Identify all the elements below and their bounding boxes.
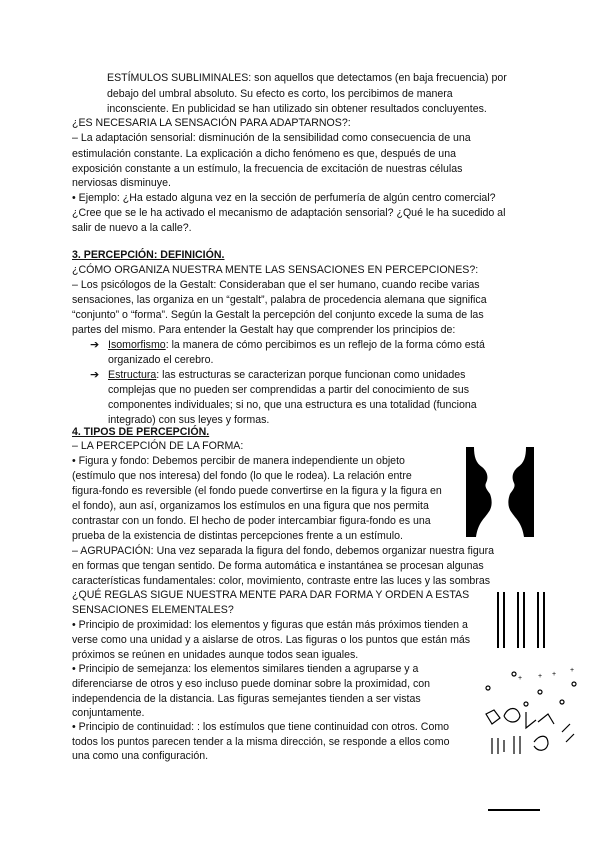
section-3-question: ¿CÓMO ORGANIZA NUESTRA MENTE LAS SENSACIONES EN PERCEPCIONES?: [72, 264, 479, 276]
similarity-continuity-figure [478, 662, 588, 772]
proximity-line-3: próximos se reúnen en unidades aunque todos sean iguales. [72, 649, 359, 661]
dot-mark [560, 700, 564, 704]
subliminal-line-3: inconsciente. En publicidad se han utilizado sin obtener resultados concluyentes. [107, 103, 487, 115]
adaptation-line-2: estimulación constante. La explicación a dicho fenómeno es que, después de una [72, 148, 456, 160]
line-mark [543, 592, 545, 648]
estructura-line-3: componentes individuales; si no, que una estructura es una totalidad (funciona [108, 399, 477, 411]
section-3-heading: 3. PERCEPCIÓN: DEFINICIÓN. [72, 249, 225, 261]
figure-ground-line-2: (estímulo que nos interesa) del fondo (lo que le rodea). La relación entre [72, 470, 412, 482]
line-mark [503, 592, 505, 648]
proximity-line-1: • Principio de proximidad: los elementos y figuras que están más próximos tienden a [72, 619, 468, 631]
dot-mark [572, 682, 576, 686]
bottom-rule [488, 809, 540, 811]
subliminal-line-1: ESTÍMULOS SUBLIMINALES: son aquellos que detectamos (en baja frecuencia) por [107, 72, 507, 84]
similarity-line-1: • Principio de semejanza: los elementos similares tienden a agruparse y a [72, 663, 419, 675]
estructura-line-1 [108, 368, 465, 383]
figure-ground-line-3: figura-fondo es reversible (el fondo puede convertirse en la figura y la figura en [72, 485, 442, 497]
plus-mark: + [552, 671, 557, 678]
section-4-heading: 4. TIPOS DE PERCEPCIÓN. [72, 426, 210, 438]
line-mark [523, 592, 525, 648]
similarity-line-4: conjuntamente. [72, 707, 145, 719]
figure-ground-line-1: • Figura y fondo: Debemos percibir de manera independiente un objeto [72, 455, 405, 467]
grouping-line-3: características fundamentales: color, movimiento, contraste entre las luces y las sombras [72, 575, 491, 587]
proximity-line-2: verse como una unidad y a aislarse de otros. Las figuras o los puntos que están más [72, 634, 471, 646]
continuity-line-1: • Principio de continuidad: : los estímulos que tiene continuidad con otros. Como [72, 721, 450, 733]
figure-ground-line-6: prueba de la existencia de distintas percepciones frente a un estímulo. [72, 530, 403, 542]
proximity-lines-figure [497, 592, 547, 648]
figure-ground-line-4: el fondo), aun así, organizamos los estímulos en una figura que nos permita [72, 500, 429, 512]
shape-mark [526, 712, 536, 728]
arrow-bullet-icon: ➔ [90, 369, 100, 381]
rules-question-1: ¿QUÉ REGLAS SIGUE NUESTRA MENTE PARA DAR FORMA Y ORDEN A ESTAS [72, 589, 470, 601]
similarity-line-2: diferenciarse de otros y eso incluso puede dominar sobre la proximidad, con [72, 678, 431, 690]
example-line-3: salir de nuevo a la calle?. [72, 222, 192, 234]
estructura-definition: : las estructuras se caracterizan porque funcionan como unidades [156, 369, 466, 381]
dot-mark [486, 686, 490, 690]
line-group-mark [492, 738, 504, 754]
shape-mark [486, 710, 500, 724]
continuity-line-2: todos los puntos parecen tender a la misma dirección, se responde a ellos como [72, 736, 450, 748]
subliminal-line-2: debajo del umbral absoluto. Su efecto es corto, los percibimos de manera [107, 88, 453, 100]
adaptation-line-3: exposición constante a un estímulo, la frecuencia de excitación de nuestras células [72, 163, 463, 175]
shape-mark [534, 736, 548, 750]
grouping-line-1: – AGRUPACIÓN: Una vez separada la figura del fondo, debemos organizar nuestra figura [72, 545, 495, 557]
rules-question-2: SENSACIONES ELEMENTALES? [72, 604, 234, 616]
plus-mark: + [570, 667, 575, 674]
arrow-bullet-icon: ➔ [90, 339, 100, 351]
shape-mark [562, 724, 574, 742]
estructura-line-2: complejas que no pueden ser comprendidas a partir del conocimiento de sus [108, 384, 469, 396]
shape-mark [504, 709, 520, 723]
form-subheading: – LA PERCEPCIÓN DE LA FORMA: [72, 440, 244, 452]
adaptation-line-4: nerviosas disminuye. [72, 177, 171, 189]
dot-mark [538, 690, 542, 694]
continuity-line-3: una como una configuración. [72, 750, 209, 762]
estructura-line-4: integrado) con sus leyes y formas. [108, 414, 270, 426]
adaptation-question: ¿ES NECESARIA LA SENSACIÓN PARA ADAPTARNOS?: [72, 117, 351, 129]
line-mark [517, 592, 519, 648]
dot-mark [512, 672, 516, 676]
figure-ground-line-5: contrastar con un fondo. El hecho de poder intercambiar figura-fondo es una [72, 515, 431, 527]
plus-mark: + [518, 675, 523, 682]
shape-mark [538, 714, 554, 724]
similarity-line-3: independencia de la distancia. Las figuras semejantes tienden a ser vistas [72, 693, 421, 705]
grouping-line-2: en formas que tengan sentido. De forma automática e instantánea se procesan algunas [72, 560, 484, 572]
line-mark [497, 592, 499, 648]
isomorfismo-line-2: organizado el cerebro. [108, 354, 214, 366]
gestalt-line-4: partes del mismo. Para entender la Gestalt hay que comprender los principios de: [72, 324, 456, 336]
isomorfismo-definition: : la manera de cómo percibimos es un reflejo de la forma cómo está [165, 339, 485, 351]
plus-mark: + [538, 673, 543, 680]
gestalt-line-2: sensaciones, las organiza en un “gestalt”, palabra de procedencia alemana que significa [72, 294, 487, 306]
rubin-vase-figure [466, 447, 534, 537]
isomorfismo-term: Isomorfismo [108, 339, 166, 351]
line-group-mark [514, 736, 520, 754]
dot-mark [524, 702, 528, 706]
adaptation-line-1: – La adaptación sensorial: disminución de la sensibilidad como consecuencia de una [72, 132, 471, 144]
line-mark [537, 592, 539, 648]
example-line-2: ¿Cree que se le ha activado el mecanismo de adaptación sensorial? ¿Qué le ha sucedido al [72, 207, 506, 219]
example-line-1: • Ejemplo: ¿Ha estado alguna vez en la sección de perfumería de algún centro comercial? [72, 192, 496, 204]
gestalt-line-3: “conjunto” o “forma”. Según la Gestalt la percepción del conjunto excede la suma de las [72, 309, 484, 321]
isomorfismo-line-1 [108, 338, 485, 353]
estructura-term: Estructura [108, 369, 157, 381]
gestalt-line-1: – Los psicólogos de la Gestalt: Consideraban que el ser humano, cuando recibe varias [72, 279, 480, 291]
